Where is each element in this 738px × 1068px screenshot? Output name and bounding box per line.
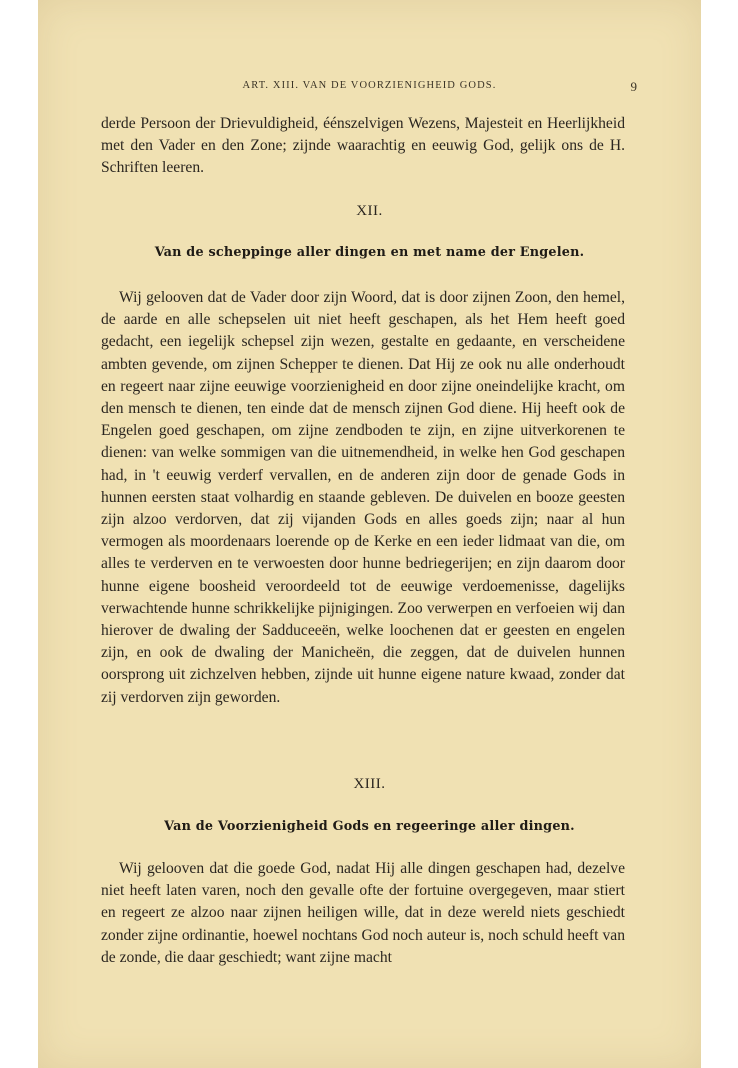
article-xiii-number: XIII. (353, 776, 386, 792)
paragraph-text: Wij gelooven dat die goede God, nadat Hij alle dingen geschapen had, dezelve niet heeft laten varen, noch den gevalle ofte der fortuine overgegeven, maar stiert en regeert ze alzoo naar zijnen heiligen wille, dat in deze wereld niets geschiedt zonder zijne ordinantie, hoewel nochtans God noch auteur is, noch schuld heeft van de zonde, die daar geschiedt; want zijne macht (101, 860, 625, 966)
article-xii-body (101, 287, 625, 709)
article-xiii-body (101, 858, 625, 969)
book-page (38, 0, 701, 1068)
opening-paragraph (101, 113, 625, 180)
paragraph-text: Wij gelooven dat de Vader door zijn Woord, dat is door zijnen Zoon, den hemel, de aarde en alle schepselen uit niet heeft geschapen, als het Hem heeft goed gedacht, een iegelijk schepsel zijn wezen, gestalte en gedaante, en verscheidene ambten gevende, om zijnen Schepper te dienen. Dat Hij ze ook nu alle onderhoudt en regeert naar zijne eeuwige voorzienigheid en door zijne oneindelijke kracht, om den mensch te dienen, ten einde dat de mensch zijnen God diene. Hij heeft ook de Engelen goed geschapen, om zijne zendboden te zijn, en zijne uitverkorenen te dienen: van welke sommigen van die uitnemendheid, in welke hen God geschapen had, in 't eeuwig verderf vervallen, en de anderen zijn door de genade Gods in hunnen eersten staat volhardig en staande gebleven. De duivelen en booze geesten zijn alzoo verdorven, dat zij vijanden Gods en alles goeds zijn; naar al hun vermogen als moordenaars loerende op de Kerke en een ieder lidmaat van die, om alles te verderven en te verwoesten door hunne bedriegerijen; en zijn daarom door hunne eigene boosheid veroordeeld tot de eeuwige verdoemenisse, dagelijks verwachtende hunne schrikkelijke pijnigingen. Zoo verwerpen en verfoeien wij dan hierover de dwaling der Sadduceeën, welke loochenen dat er geesten en engelen zijn, en ook de dwaling der Manicheën, die zeggen, dat de duivelen hunnen oorsprong uit zichzelven hebben, zijnde uit hunne eigene nature kwaad, zonder dat zij verdorven zijn geworden. (101, 289, 625, 706)
running-header (38, 80, 701, 96)
article-xiii-heading: Van de Voorzienigheid Gods en regeeringe aller dingen. (164, 819, 575, 834)
running-title: ART. XIII. VAN DE VOORZIENIGHEID GODS. (242, 80, 497, 91)
paragraph-text: derde Persoon der Drievuldigheid, éénszelvigen Wezens, Majesteit en Heerlijkheid met den Vader en den Zone; zijnde waarachtig en eeuwig God, gelijk ons de H. Schriften leeren. (101, 115, 625, 177)
page-number: 9 (630, 79, 637, 94)
article-xii-heading: Van de scheppinge aller dingen en met name der Engelen. (154, 245, 585, 260)
article-xii-number: XII. (356, 203, 383, 219)
